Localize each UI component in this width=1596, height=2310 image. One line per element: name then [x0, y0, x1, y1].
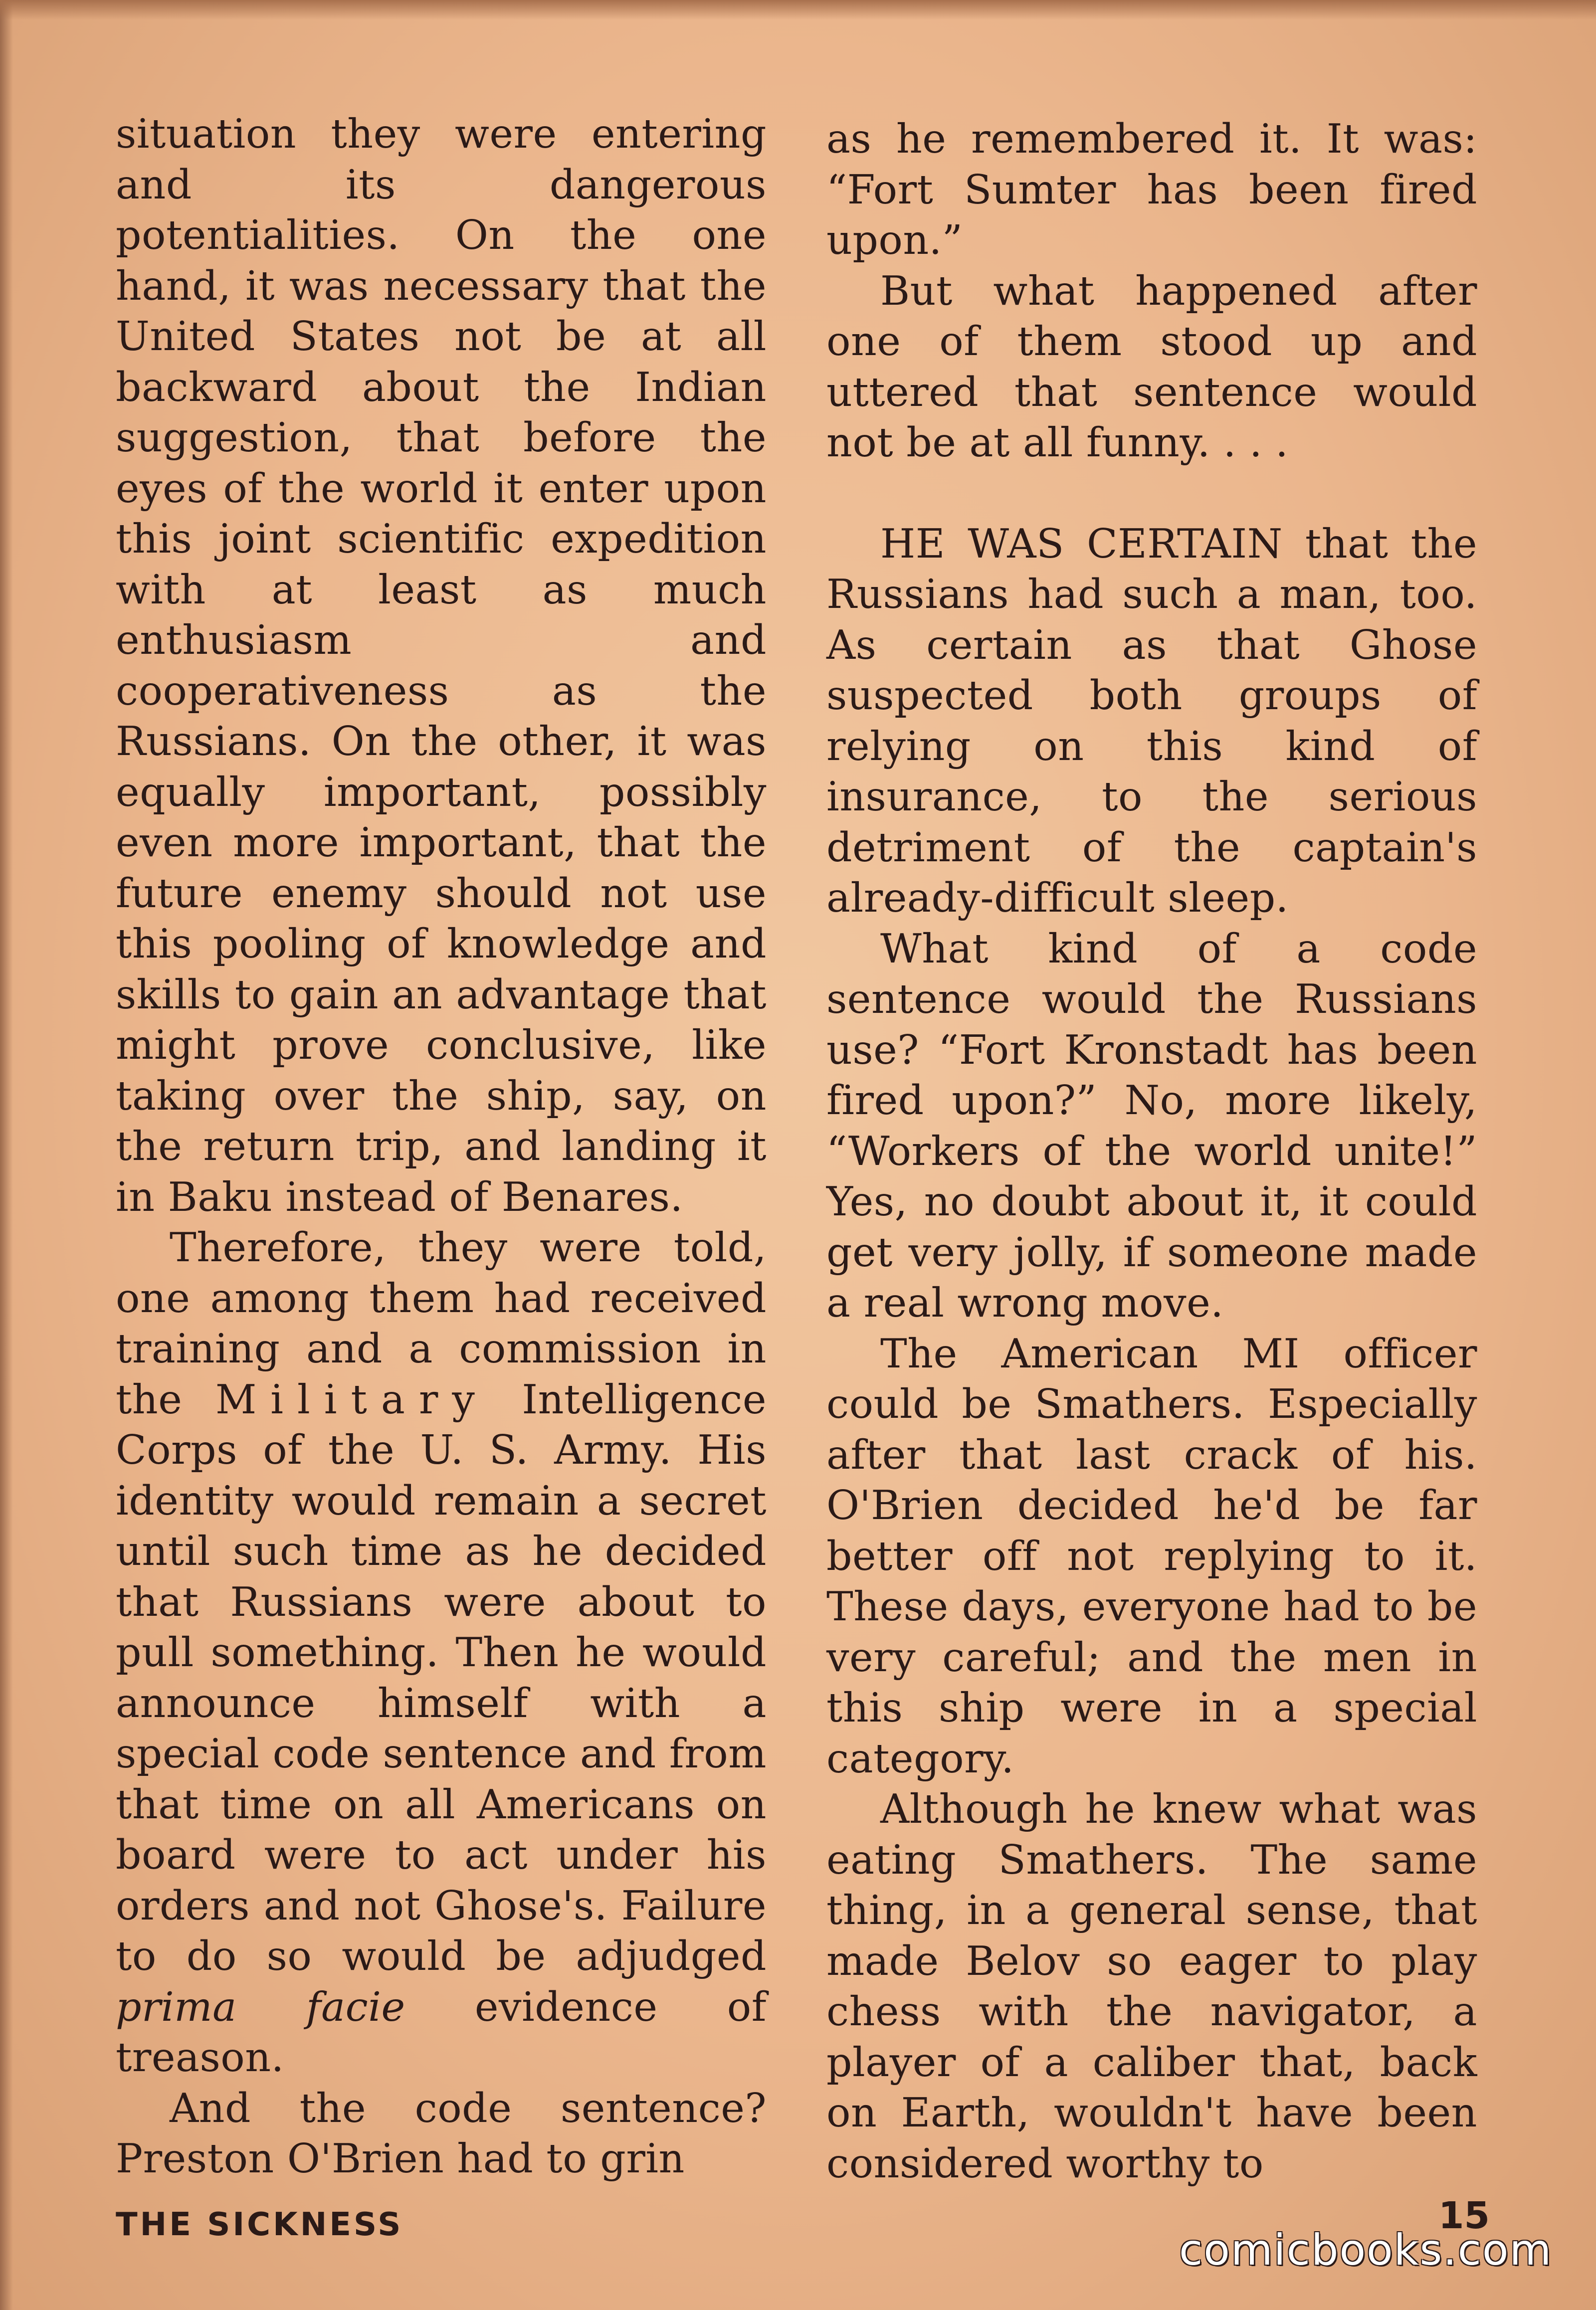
paragraph: as he remembered it. It was: “Fort Sumter has been fired upon.”: [826, 115, 1477, 263]
text-run: evidence of treason.: [116, 1983, 767, 2081]
page-edge-shadow: [0, 0, 13, 2310]
paragraph: Although he knew what was eating Smathers. The same thing, in a general sense, that made Belov so eager to play chess with the navigator, a player of a caliber that, back on Earth, wouldn't have been considered worthy to: [826, 1785, 1477, 2187]
paragraph: And the code sentence? Preston O'Brien had to grin: [116, 2084, 767, 2182]
right-text-column: [826, 114, 1477, 2189]
spaced-text: Military: [215, 1375, 489, 1423]
page-edge-top-shadow: [0, 0, 1596, 20]
paragraph: The American MI officer could be Smathers. Especially after that last crack of his. O'Brien decided he'd be far better off not replying to it. These days, everyone had to be very careful; and the men in this ship were in a special category.: [826, 1330, 1477, 1782]
section-start-paragraph: HE WAS CERTAIN that the Russians had such a man, too. As certain as that Ghose suspected both groups of relying on this kind of insurance, to the serious detriment of the captain's already-difficult sleep.: [826, 520, 1477, 921]
paragraph: [116, 1222, 767, 2083]
running-footer-title: THE SICKNESS: [116, 2206, 403, 2243]
page-number: 15: [1438, 2194, 1490, 2237]
paragraph: What kind of a code sentence would the Russians use? “Fort Kronstadt has been fired upon?” No, more likely, “Workers of the world unite!” Yes, no doubt about it, it could get very jolly, if someone made a real wrong move.: [826, 925, 1477, 1326]
paragraph: situation they were entering and its dangerous potentialities. On the one hand, it was necessary that the United States not be at all backward about the Indian suggestion, that before the eyes of the world it enter upon this joint scientific expedition with at least as much enthusiasm and cooperativeness as the Russians. On the other, it was equally important, possibly even more important, that the future enemy should not use this pooling of knowledge and skills to gain an advantage that might prove conclusive, like taking over the ship, say, on the return trip, and landing it in Baku instead of Benares.: [116, 110, 767, 1220]
text-run: Therefore, they were told, one among them had received training and a commission in the: [116, 1224, 767, 1423]
paragraph: But what happened after one of them stood up and uttered that sentence would not be at all funny. . . .: [826, 267, 1477, 466]
italic-text: prima facie: [116, 1983, 405, 2030]
text-run: Intelligence Corps of the U. S. Army. His identity would remain a secret until such time as he decided that Russians were about to pull something. Then he would announce himself with a special code sentence and from that time on all Americans on board were to act under his orders and not Ghose's. Failure to do so would be adjudged: [116, 1375, 767, 1979]
left-text-column: [116, 109, 767, 2184]
watermark: comicbooks.com: [1179, 2225, 1553, 2275]
